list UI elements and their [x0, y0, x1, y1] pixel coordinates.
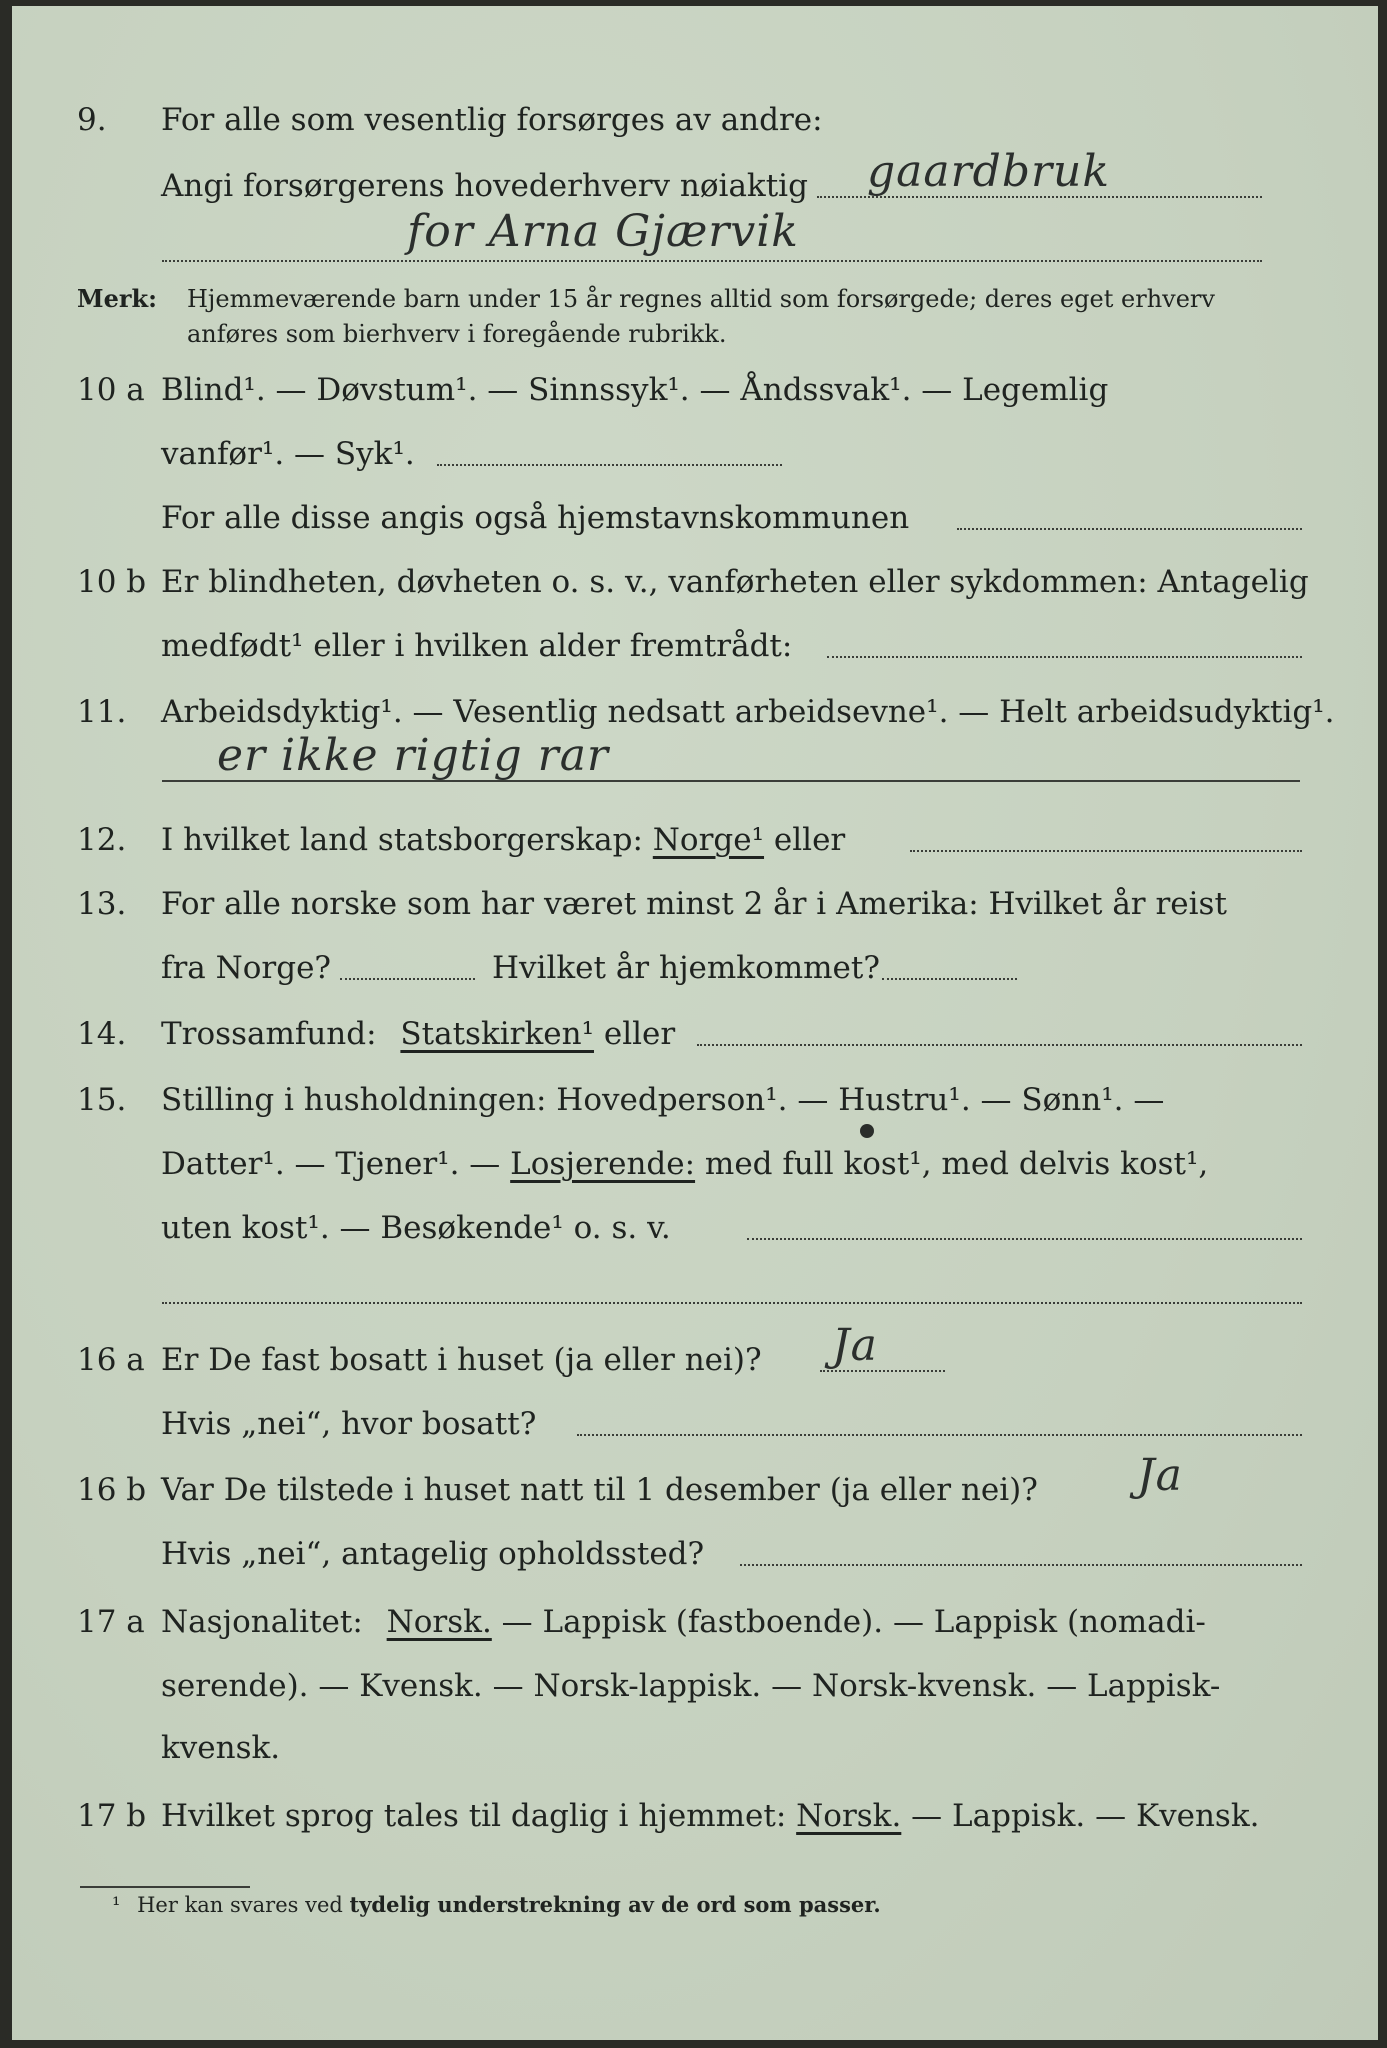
- q10a-line2-field[interactable]: [437, 464, 782, 466]
- q17a-number: 17 a: [77, 1604, 145, 1640]
- q15-number: 15.: [77, 1082, 127, 1118]
- merk-text1: Hjemmeværende barn under 15 år regnes alltid som forsørgede; deres eget erhverv: [187, 285, 1215, 313]
- q13-text1: For alle norske som har været minst 2 år i Amerika: Hvilket år reist: [161, 886, 1227, 922]
- footnote-text: Her kan svares ved: [137, 1893, 343, 1917]
- q9-text1: For alle som vesentlig forsørges av andre:: [161, 102, 823, 138]
- q14-underlined: Statskirken¹: [400, 1016, 594, 1052]
- merk-label: Merk:: [77, 284, 157, 313]
- q14-number: 14.: [77, 1016, 127, 1052]
- q16a-field[interactable]: [577, 1434, 1302, 1436]
- q14-field[interactable]: [697, 1044, 1302, 1046]
- q15-line2-post: med full kost¹, med delvis kost¹,: [704, 1146, 1209, 1182]
- q15-text3: uten kost¹. — Besøkende¹ o. s. v.: [161, 1210, 671, 1246]
- q13-line1: [12, 878, 1378, 930]
- q13-text2a: fra Norge?: [161, 950, 332, 986]
- q10a-line3-field[interactable]: [957, 528, 1302, 530]
- q14-post: eller: [603, 1016, 676, 1052]
- q15-line1: [12, 1074, 1378, 1126]
- q9-answer1[interactable]: gaardbruk: [867, 146, 1111, 197]
- q17a-line1-post: — Lappisk (fastboende). — Lappisk (nomadi-: [501, 1604, 1206, 1640]
- q10a-text1: Blind¹. — Døvstum¹. — Sinnssyk¹. — Åndssvak¹. — Legemlig: [161, 372, 1109, 408]
- q15-line2-pre: Datter¹. — Tjener¹. —: [161, 1146, 501, 1182]
- q17a-line1: [12, 1596, 1378, 1648]
- q11-number: 11.: [77, 694, 127, 730]
- q17b-post: — Lappisk. — Kvensk.: [911, 1798, 1260, 1834]
- q15-line2-underlined: Losjerende:: [510, 1146, 696, 1182]
- q10b-text1: Er blindheten, døvheten o. s. v., vanførheten eller sykdommen: Antagelig: [161, 564, 1309, 600]
- footnote: [112, 1892, 881, 1917]
- q10b-number: 10 b: [77, 564, 147, 600]
- q10a-text2: vanfør¹. — Syk¹.: [161, 436, 415, 472]
- q16b-line2: [12, 1528, 1378, 1580]
- q14-pre: Trossamfund:: [161, 1016, 377, 1052]
- footnote-mark: ¹: [112, 1893, 121, 1917]
- q16b-text2: Hvis „nei“, antagelig opholdssted?: [161, 1536, 705, 1572]
- q15-extra-field[interactable]: [162, 1302, 1302, 1304]
- q10b-text2: medfødt¹ eller i hvilken alder fremtrådt:: [161, 628, 793, 664]
- q12-number: 12.: [77, 822, 127, 858]
- q12-underlined: Norge¹: [652, 822, 765, 858]
- census-form-page: [12, 6, 1378, 2040]
- q17b-text: [161, 1790, 1259, 1842]
- merk-line2: [12, 308, 1378, 360]
- q13-hjemkommet-field[interactable]: [882, 978, 1017, 980]
- q16b-text1: Var De tilstede i huset natt til 1 desember (ja eller nei)?: [161, 1472, 1038, 1508]
- q10a-line1: [12, 364, 1378, 416]
- q17b-pre: Hvilket sprog tales til daglig i hjemmet:: [161, 1798, 787, 1834]
- q14-text: [161, 1008, 675, 1060]
- q17a-line1-pre: Nasjonalitet:: [161, 1604, 363, 1640]
- q17b-line: [12, 1790, 1378, 1842]
- q9-line1: [12, 94, 1378, 146]
- q17a-line1-underlined: Norsk.: [386, 1604, 492, 1640]
- q17a-text1: [161, 1596, 1206, 1648]
- q9-number: 9.: [77, 102, 107, 138]
- q13-reist-field[interactable]: [340, 978, 475, 980]
- q10a-text3: For alle disse angis også hjemstavnskommunen: [161, 500, 910, 536]
- q17a-line3: [12, 1722, 1378, 1774]
- q12-field[interactable]: [910, 850, 1302, 852]
- q15-text2: [161, 1138, 1208, 1190]
- footnote-divider: [80, 1886, 250, 1888]
- q13-text2b: Hvilket år hjemkommet?: [492, 950, 880, 986]
- q13-number: 13.: [77, 886, 127, 922]
- q10b-line1: [12, 556, 1378, 608]
- q12-text: [161, 814, 845, 866]
- q10b-line2: [12, 620, 1378, 672]
- q17a-text2: serende). — Kvensk. — Norsk-lappisk. — Norsk-kvensk. — Lappisk-: [161, 1668, 1221, 1704]
- merk-text2: anføres som bierhverv i foregående rubrikk.: [187, 320, 727, 348]
- q12-pre: I hvilket land statsborgerskap:: [161, 822, 643, 858]
- q16a-text1: Er De fast bosatt i huset (ja eller nei)?: [161, 1342, 762, 1378]
- q9-text2: Angi forsørgerens hovederhverv nøiaktig: [161, 168, 808, 204]
- q15-field[interactable]: [747, 1238, 1302, 1240]
- q15-text1: Stilling i husholdningen: Hovedperson¹. — Hustru¹. — Sønn¹. —: [161, 1082, 1165, 1118]
- ink-mark: [860, 1124, 874, 1138]
- q16a-line1: [12, 1334, 1378, 1386]
- q10a-line3: [12, 492, 1378, 544]
- q9-answer2[interactable]: for Arna Gjærvik: [407, 206, 799, 257]
- footnote-bold-text: tydelig understrekning av de ord som passer.: [349, 1892, 881, 1917]
- q17a-text3: kvensk.: [161, 1730, 281, 1766]
- q9-line2: [12, 160, 1378, 212]
- q16a-text2: Hvis „nei“, hvor bosatt?: [161, 1406, 537, 1442]
- q15-line2: [12, 1138, 1378, 1190]
- q15-line3: [12, 1202, 1378, 1254]
- q12-line: [12, 814, 1378, 866]
- q13-line2: [12, 942, 1378, 994]
- q10a-number: 10 a: [77, 372, 145, 408]
- q17b-number: 17 b: [77, 1798, 147, 1834]
- q17a-line2: [12, 1660, 1378, 1712]
- q12-post: eller: [773, 822, 846, 858]
- q16a-line2: [12, 1398, 1378, 1450]
- q10a-line2: [12, 428, 1378, 480]
- q14-line: [12, 1008, 1378, 1060]
- q17b-underlined: Norsk.: [796, 1798, 902, 1834]
- q16b-field[interactable]: [740, 1564, 1302, 1566]
- q11-text1: Arbeidsdyktig¹. — Vesentlig nedsatt arbeidsevne¹. — Helt arbeidsudyktig¹.: [161, 694, 1335, 730]
- q16a-answer[interactable]: Ja: [832, 1320, 878, 1371]
- q16a-number: 16 a: [77, 1342, 145, 1378]
- q10b-field[interactable]: [827, 656, 1302, 658]
- q11-answer[interactable]: er ikke rigtig rar: [217, 730, 609, 781]
- q16b-number: 16 b: [77, 1472, 147, 1508]
- q16b-answer[interactable]: Ja: [1137, 1450, 1183, 1501]
- q9-answer2-line: [162, 260, 1262, 262]
